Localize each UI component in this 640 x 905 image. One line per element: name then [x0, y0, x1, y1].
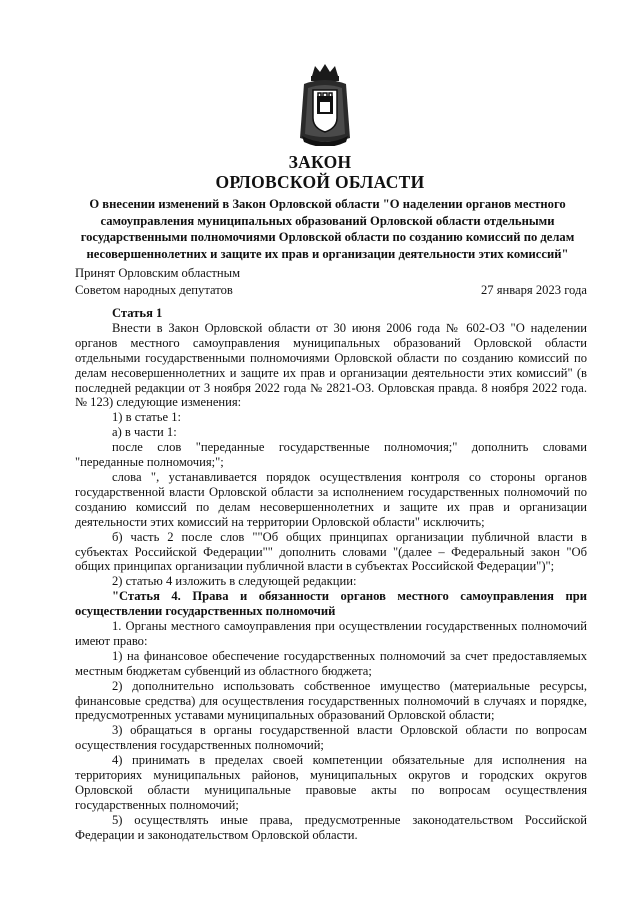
adopted-by-line-2: Советом народных депутатов [75, 283, 233, 297]
document-type-title: ЗАКОН [288, 152, 352, 172]
region-title: ОРЛОВСКОЙ ОБЛАСТИ [215, 172, 425, 192]
law-body [75, 306, 587, 843]
coat-of-arms-icon [298, 62, 352, 146]
adopted-by-line-1: Принят Орловским областным [75, 266, 241, 280]
article-4-heading: "Статья 4. Права и обязанности органов местного самоуправления при осуществлении государственных полномочий [75, 589, 587, 619]
paragraph: 4) принимать в пределах своей компетенции обязательные для исполнения на территориях муниципальных районов, муниципальных округов и городских округов Орловской области муниципальные правовые акты по вопросам осуществления государственных полномочий; [75, 753, 587, 812]
paragraph: Внести в Закон Орловской области от 30 июня 2006 года № 602-ОЗ "О наделении органов местного самоуправления муниципальных образований Орловской области отдельными государственными полномочиями Орловской области по созданию комиссий по делам несовершеннолетних и защите их прав и организации деятельности этих комиссий" (в последней редакции от 3 ноября 2022 года № 2821-ОЗ. Орловская правда. 8 ноября 2022 года. № 123) следующие изменения: [75, 320, 587, 410]
adoption-info [75, 265, 240, 299]
paragraph: б) часть 2 после слов ""Об общих принципах организации публичной власти в субъектах Российской Федерации"" дополнить словами "(далее – Федеральный закон "Об общих принципах организации публичной власти в субъектах Российской Федерации")"; [75, 529, 587, 574]
paragraph: 2) статью 4 изложить в следующей редакции: [112, 574, 357, 589]
paragraph: после слов "переданные государственные полномочия;" дополнить словами "переданные полномочия;"; [75, 440, 587, 470]
paragraph: 1. Органы местного самоуправления при осуществлении государственных полномочий имеют право: [75, 619, 587, 648]
paragraph: 3) обращаться в органы государственной власти Орловской области по вопросам осуществления государственных полномочий; [75, 723, 587, 753]
paragraph: слова ", устанавливается порядок осуществления контроля со стороны органов государственной власти Орловской области за исполнением государственных полномочий по созданию комиссий по делам несовершеннолетних и защите их прав и организации деятельности этих комиссий на территории Орловской области" исключить; [75, 469, 587, 529]
article-1-heading: Статья 1 [112, 306, 163, 320]
adoption-date: 27 января 2023 года [480, 283, 587, 297]
paragraph: а) в части 1: [112, 425, 177, 440]
law-subject: О внесении изменений в Закон Орловской области "О наделении органов местного самоуправления муниципальных образований Орловской области отдельными государственными полномочиями Орловской области по созданию комиссий по делам несовершеннолетних и защите их прав и организации деятельности этих комиссий" [80, 197, 575, 261]
paragraph: 1) в статье 1: [112, 410, 182, 425]
paragraph: 5) осуществлять иные права, предусмотренные законодательством Российской Федерации и законодательством Орловской области. [75, 812, 587, 842]
paragraph: 2) дополнительно использовать собственное имущество (материальные ресурсы, финансовые средства) для осуществления государственных полномочий в случаях и порядке, предусмотренных уставами муниципальных образований Орловской области; [75, 678, 587, 723]
paragraph: 1) на финансовое обеспечение государственных полномочий за счет предоставляемых местным бюджетам субвенций из областного бюджета; [75, 648, 587, 678]
